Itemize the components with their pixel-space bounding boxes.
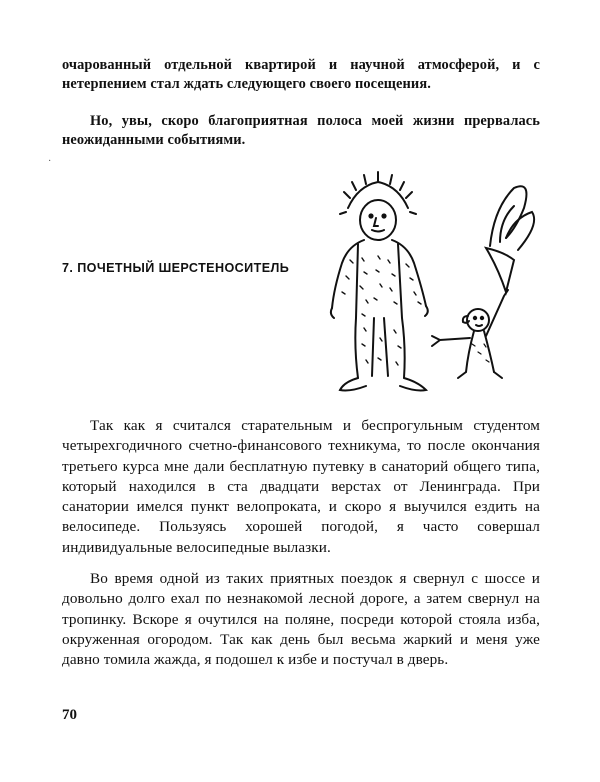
laurel-wreath-icon: [340, 172, 416, 214]
paragraph-transition: Но, увы, скоро благоприятная полоса моей жизни прервалась неожиданными событиями.: [62, 113, 540, 148]
paragraph-sanatorium: Так как я считался старательным и беспрогульным студентом четырехгодичного счетно-финансового техникума, то после окончания третьего курса мне дали бесплатную путевку в санаторий общего типа, который находился в ста двадцати верстах от Ленинграда. При санатории имелся пункт велопроката, и скоро я выучился ездить на велосипеде. Пользуясь хорошей погодой, я часто совершал индивидуальные велосипедные вылазки.: [62, 417, 540, 556]
monkey-icon: [432, 290, 508, 378]
page-number: 70: [62, 707, 77, 723]
man-head-icon: [360, 200, 396, 240]
torch-flame-icon: [486, 186, 534, 292]
paragraph-bike-trip: Во время одной из таких приятных поездок я свернул с шоссе и довольно долго ехал по незнакомой лесной дороге, а затем свернул на тропинку. Вскоре я очутился на поляне, посреди которой стояла изба, окруженная огородом. Так как день был весьма жаркий и меня уже давно томила жажда, я подошел к избе и постучал в дверь.: [62, 570, 540, 669]
illustration-hairy-man-and-monkey: [318, 168, 554, 404]
section-heading: 7. ПОЧЕТНЫЙ ШЕРСТЕНОСИТЕЛЬ: [62, 261, 290, 275]
hairy-body-icon: [331, 240, 428, 391]
stray-mark: ·: [48, 156, 52, 167]
paragraph-continuation: очарованный отдельной квартирой и научной атмосферой, и с нетерпением стал ждать следующего своего посещения.: [62, 57, 540, 92]
